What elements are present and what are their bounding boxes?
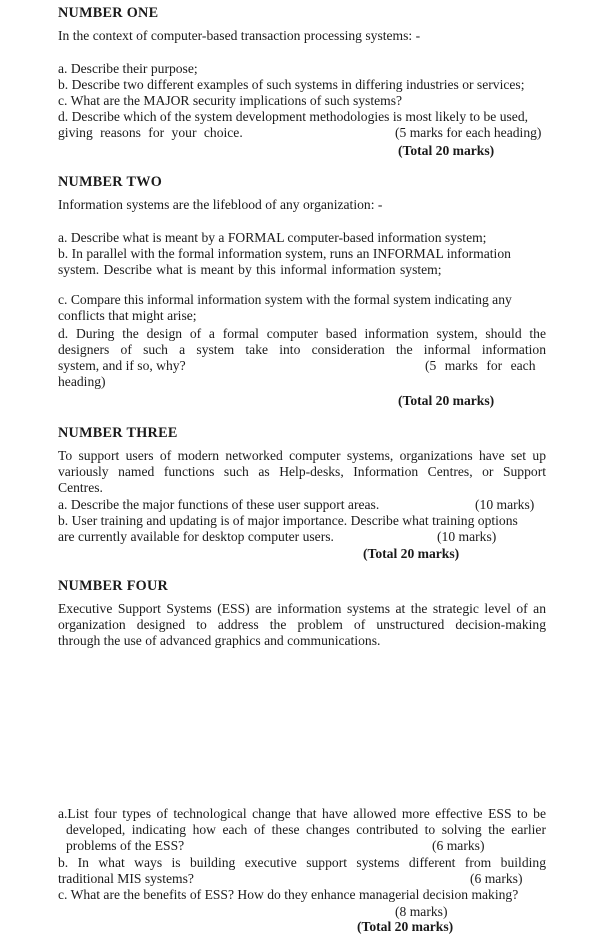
q4-item-c: c. What are the benefits of ESS? How do they enhance managerial decision making? [58,887,519,902]
q4-item-a-line2: developed, indicating how each of these changes contributed to solving the earlier [66,822,546,837]
q3-item-a: a. Describe the major functions of these user support areas. [58,497,380,512]
q3-intro-line3: Centres. [58,480,103,495]
q4-intro-line2: organization designed to address the problem of unstructured decision-making [58,617,546,632]
q4-item-b-marks: (6 marks) [470,871,523,886]
q1-item-b: b. Describe two different examples of such systems in differing industries or services; [58,77,525,92]
q4-item-b-line1: b. In what ways is building executive support systems different from building [58,855,546,870]
q4-heading: NUMBER FOUR [58,578,169,594]
q1-item-d-line2: giving reasons for your choice. [58,125,243,140]
q1-marks: (5 marks for each heading) [395,125,542,140]
q2-item-a: a. Describe what is meant by a FORMAL computer-based information system; [58,230,487,245]
q3-item-a-marks: (10 marks) [475,497,535,512]
q1-item-d-line1: d. Describe which of the system development methodologies is most likely to be used, [58,109,529,124]
q3-item-b-line1: b. User training and updating is of major importance. Describe what training options [58,513,518,528]
q3-item-b-line2: are currently available for desktop computer users. [58,529,334,544]
q4-intro-line1: Executive Support Systems (ESS) are information systems at the strategic level of an [58,601,546,616]
q2-item-d-line2: designers of such a system take into consideration the informal information [58,342,546,357]
q2-heading: NUMBER TWO [58,174,163,190]
q1-item-c: c. What are the MAJOR security implications of such systems? [58,93,403,108]
q3-total: (Total 20 marks) [363,546,460,561]
q2-item-d-line3: system, and if so, why? [58,358,186,373]
q3-item-b-marks: (10 marks) [437,529,497,544]
q2-item-d-line1: d. During the design of a formal computer based information system, should the [58,326,546,341]
q1-item-a: a. Describe their purpose; [58,61,198,76]
q4-item-c-marks: (8 marks) [395,904,448,919]
q4-intro-line3: through the use of advanced graphics and communications. [58,633,381,648]
q4-total: (Total 20 marks) [357,919,454,934]
q1-intro: In the context of computer-based transaction processing systems: - [58,28,421,43]
q3-heading: NUMBER THREE [58,425,178,441]
q3-intro-line1: To support users of modern networked computer systems, organizations have set up [58,448,546,463]
q1-total: (Total 20 marks) [398,143,495,158]
q1-heading: NUMBER ONE [58,5,159,21]
q2-item-c-line1: c. Compare this informal information system with the formal system indicating any [58,292,512,307]
q2-marks: (5 marks for each [425,358,536,373]
q2-item-b-line2: system. Describe what is meant by this informal information system; [58,262,442,277]
q3-intro-line2: variously named functions such as Help-desks, Information Centres, or Support [58,464,546,479]
q4-item-a-line3: problems of the ESS? [66,838,185,853]
q2-intro: Information systems are the lifeblood of any organization: - [58,197,383,212]
q2-item-b-line1: b. In parallel with the formal information system, runs an INFORMAL information [58,246,511,261]
q2-marks-cont: heading) [58,374,106,389]
q2-total: (Total 20 marks) [398,393,495,408]
q2-item-c-line2: conflicts that might arise; [58,308,197,323]
q4-item-a-line1: a.List four types of technological change that have allowed more effective ESS to be [58,806,546,821]
q4-item-a-marks: (6 marks) [432,838,485,853]
q4-item-b-line2: traditional MIS systems? [58,871,194,886]
